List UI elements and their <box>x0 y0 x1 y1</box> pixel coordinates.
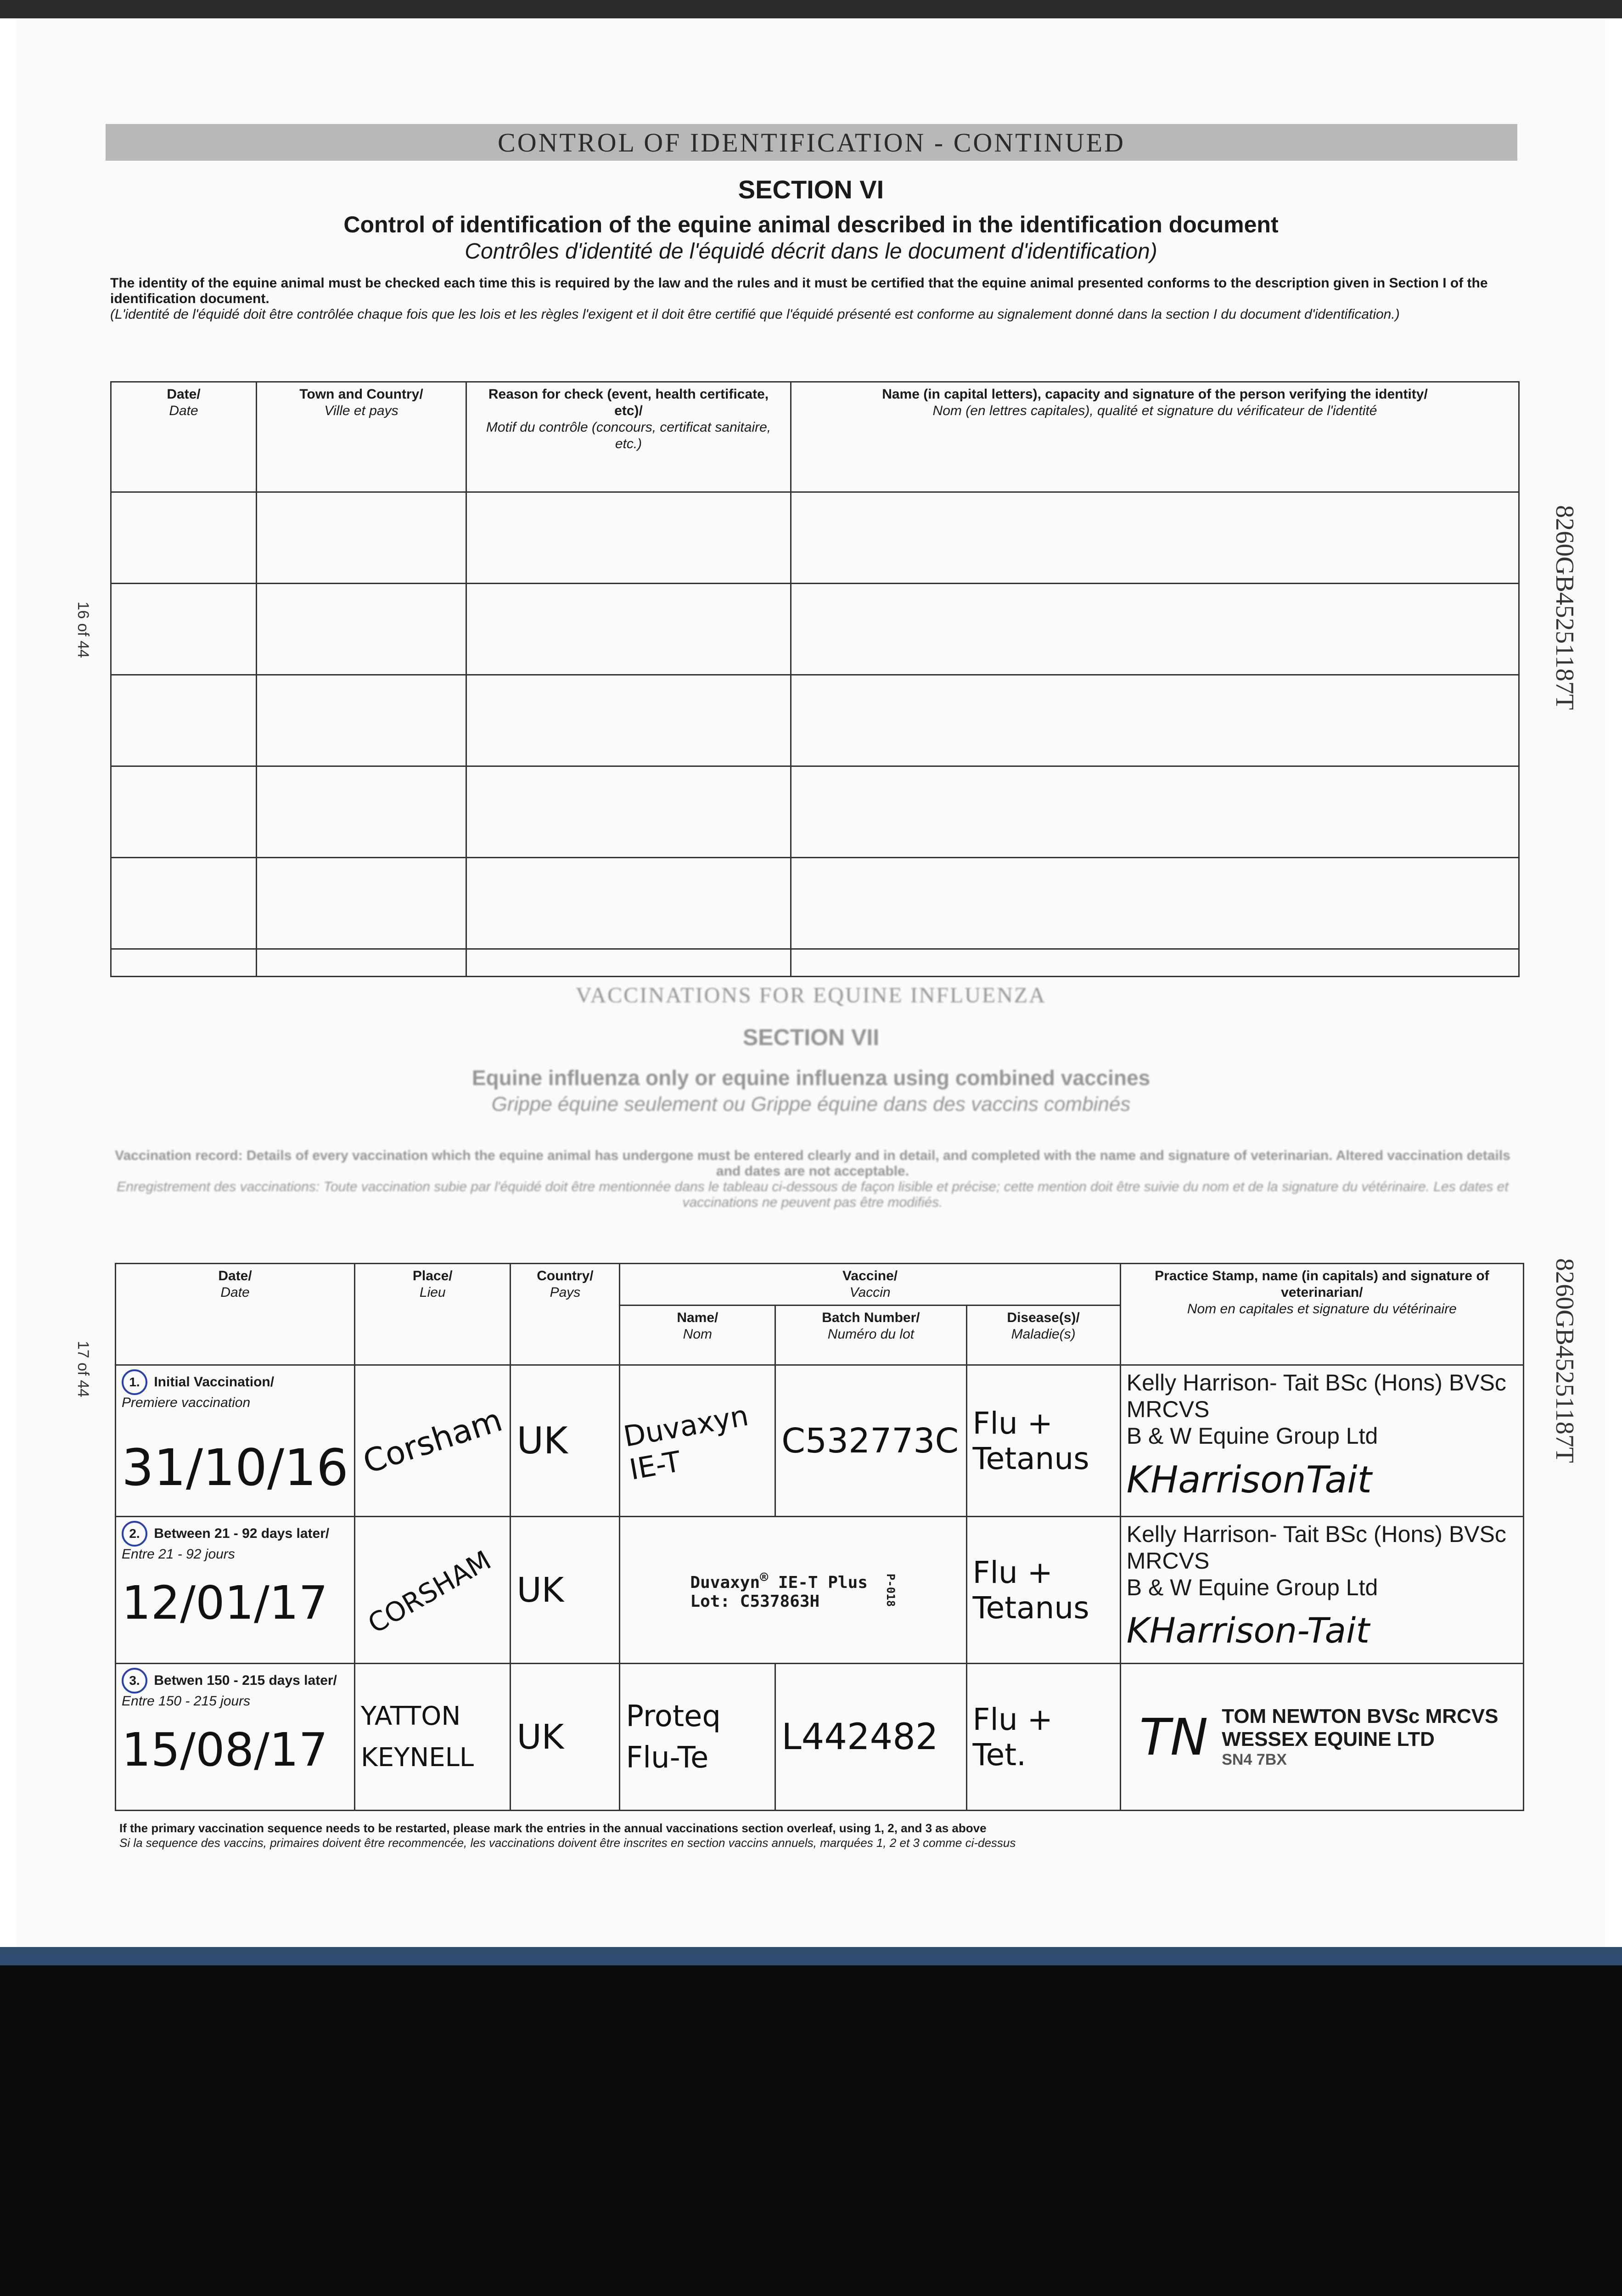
vacc-1-batch: C532773C <box>781 1421 959 1461</box>
col-verifier: Name (in capital letters), capacity and signature of the person verifying the identity/ Nom (en lettres capitales), qualité et signature du vérificateur de l'identité <box>791 382 1519 492</box>
vacc-3-vaccine-name: Proteq Flu-Te <box>626 1699 721 1775</box>
vacc-2-vet-practice: B & W Equine Group Ltd <box>1126 1575 1378 1600</box>
vacc-3-vet-name: TOM NEWTON BVSc MRCVS <box>1222 1705 1499 1728</box>
passport-number-bottom: 8260GB45251187T <box>1550 1258 1579 1463</box>
identity-check-row[interactable] <box>111 492 1519 584</box>
vacc-1-number: 1. <box>122 1369 147 1395</box>
page-number-17: 17 of 44 <box>74 1341 92 1397</box>
col-disease: Disease(s)/ Maladie(s) <box>966 1306 1120 1365</box>
vacc-2-sticker-code: P-018 <box>884 1573 898 1607</box>
section6-title: SECTION VI <box>738 175 884 204</box>
vaccination-row-1 <box>116 1365 1524 1517</box>
vacc-1-vaccine-name: Duvaxyn IE-T <box>621 1398 752 1486</box>
section6-subtitle-en: Control of identification of the equine animal described in the identification document <box>343 212 1279 237</box>
identity-check-row[interactable] <box>111 858 1519 949</box>
vacc-1-place: Corsham <box>359 1401 507 1481</box>
vacc-2-sticker: Duvaxyn® IE-T Plus Lot: C537863H P-018 <box>690 1569 898 1611</box>
col-vaccine-name: Name/ Nom <box>620 1306 775 1365</box>
vaccination-row-2 <box>116 1517 1524 1664</box>
footnote-en: If the primary vaccination sequence needs to be restarted, please mark the entries in the annual vaccinations section overleaf, using 1, 2, and 3 as above <box>119 1821 987 1835</box>
passport-number-top: 8260GB45251187T <box>1550 505 1579 710</box>
scan-bottom-background <box>0 1947 1622 2296</box>
vacc-3-signature: TN <box>1139 1707 1208 1767</box>
vacc-3-disease: Flu + Tet. <box>972 1701 1053 1773</box>
vacc-2-place: CORSHAM <box>362 1544 496 1640</box>
passport-cover-edge <box>0 1947 1622 1965</box>
col-town: Town and Country/ Ville et pays <box>257 382 466 492</box>
vacc-2-sticker-name: Duvaxyn <box>690 1573 760 1592</box>
col-vacc-place: Place/ Lieu <box>355 1264 511 1365</box>
vacc-1-vet-practice: B & W Equine Group Ltd <box>1126 1423 1378 1449</box>
section6-intro-en: The identity of the equine animal must be checked each time this is required by the law and the rules and it must be certified that the equine animal presented conforms to the description given in Section I of the identification document. <box>110 276 1488 306</box>
vacc-3-date-cell: 3. Betwen 150 - 215 days later/ Entre 150 - 215 jours 15/08/17 <box>116 1664 355 1811</box>
identity-check-header-row <box>111 382 1519 492</box>
section6-intro-fr: (L'identité de l'équidé doit être contrôlée chaque fois que les lois et les règles l'exigent et il doit être certifié que l'équidé présenté est conforme au signalement donné dans la section I du document d'identification.) <box>110 307 1400 322</box>
vacc-2-signature: KHarrison-Tait <box>1126 1610 1370 1651</box>
section7-banner: VACCINATIONS FOR EQUINE INFLUENZA <box>576 983 1046 1007</box>
col-batch-number: Batch Number/ Numéro du lot <box>775 1306 966 1365</box>
vaccination-footnote <box>119 1821 1016 1850</box>
vacc-2-country: UK <box>516 1570 564 1610</box>
vaccination-header-row <box>116 1264 1524 1306</box>
vacc-1-date: 31/10/16 <box>122 1438 349 1497</box>
vacc-2-sticker-cell <box>620 1517 966 1664</box>
vacc-2-disease: Flu + Tetanus <box>972 1554 1089 1626</box>
vacc-2-date: 12/01/17 <box>122 1576 328 1630</box>
vacc-2-date-cell: 2. Between 21 - 92 days later/ Entre 21 - 92 jours 12/01/17 <box>116 1517 355 1664</box>
vacc-3-vet-practice: WESSEX EQUINE LTD <box>1222 1728 1435 1750</box>
vaccination-table <box>115 1263 1524 1811</box>
section7-intro-fr: Enregistrement des vaccinations: Toute vaccination subie par l'équidé doit être mentionnée dans le tableau ci-dessous de façon lisible et précise; cette mention doit être suivie du nom et de la signature du vétérinaire. Les dates et vaccinations ne peuvent pas être modifiés. <box>117 1179 1509 1210</box>
col-vet-stamp: Practice Stamp, name (in capitals) and signature of veterinarian/ Nom en capitales et signature du vétérinaire <box>1120 1264 1523 1365</box>
section6-banner: CONTROL OF IDENTIFICATION - CONTINUED <box>106 124 1517 161</box>
vacc-1-country: UK <box>516 1419 568 1462</box>
section6-subtitle-fr: Contrôles d'identité de l'équidé décrit dans le document d'identification) <box>465 239 1157 264</box>
vacc-1-vet-name: Kelly Harrison- Tait BSc (Hons) BVSc MRCVS <box>1126 1370 1506 1422</box>
vacc-3-country: UK <box>516 1717 564 1757</box>
col-vacc-country: Country/ Pays <box>511 1264 620 1365</box>
vacc-1-signature: KHarrisonTait <box>1126 1458 1372 1501</box>
vacc-3-vet-stamp <box>1222 1705 1498 1769</box>
vaccination-row-3 <box>116 1664 1524 1811</box>
vacc-2-vet-name: Kelly Harrison- Tait BSc (Hons) BVSc MRCVS <box>1126 1521 1506 1574</box>
col-reason: Reason for check (event, health certificate, etc)/ Motif du contrôle (concours, certificat sanitaire, etc.) <box>466 382 791 492</box>
vacc-3-vet-postcode: SN4 7BX <box>1222 1751 1287 1768</box>
vacc-3-place: YATTON KEYNELL <box>361 1701 474 1773</box>
footnote-fr: Si la sequence des vaccins, primaires doivent être recommencée, les vaccinations doivent être inscrites en section vaccins annuels, marquées 1, 2 et 3 comme ci-dessus <box>119 1836 1016 1850</box>
identity-check-row[interactable] <box>111 675 1519 766</box>
identity-check-table <box>110 381 1520 977</box>
vacc-3-date: 15/08/17 <box>122 1723 328 1777</box>
vacc-2-sticker-lot: Lot: C537863H <box>690 1592 820 1611</box>
vacc-1-date-cell: 1. Initial Vaccination/ Premiere vaccination 31/10/16 <box>116 1365 355 1517</box>
scan-top-edge <box>0 0 1622 18</box>
section7-subtitle-en: Equine influenza only or equine influenza using combined vaccines <box>471 1066 1151 1090</box>
section7-intro <box>110 1148 1515 1210</box>
identity-check-row[interactable] <box>111 949 1519 977</box>
section7-intro-en: Vaccination record: Details of every vaccination which the equine animal has undergone must be entered clearly and in detail, and completed with the name and signature of veterinarian. Altered vaccination details and dates are not acceptable. <box>115 1148 1510 1179</box>
col-vacc-date: Date/ Date <box>116 1264 355 1365</box>
section6-intro <box>110 276 1515 322</box>
identity-check-row[interactable] <box>111 766 1519 858</box>
vacc-1-disease: Flu + Tetanus <box>972 1405 1089 1476</box>
section7-subtitle-fr: Grippe équine seulement ou Grippe équine dans des vaccins combinés <box>491 1093 1131 1115</box>
identity-check-row[interactable] <box>111 584 1519 675</box>
col-date: Date/ Date <box>111 382 257 492</box>
section7-title: SECTION VII <box>742 1024 880 1050</box>
vacc-3-batch: L442482 <box>781 1716 938 1758</box>
vacc-2-number: 2. <box>122 1521 147 1547</box>
col-vaccine-group: Vaccine/ Vaccin <box>620 1264 1120 1306</box>
page-number-16: 16 of 44 <box>74 602 92 658</box>
vacc-3-number: 3. <box>122 1668 147 1694</box>
